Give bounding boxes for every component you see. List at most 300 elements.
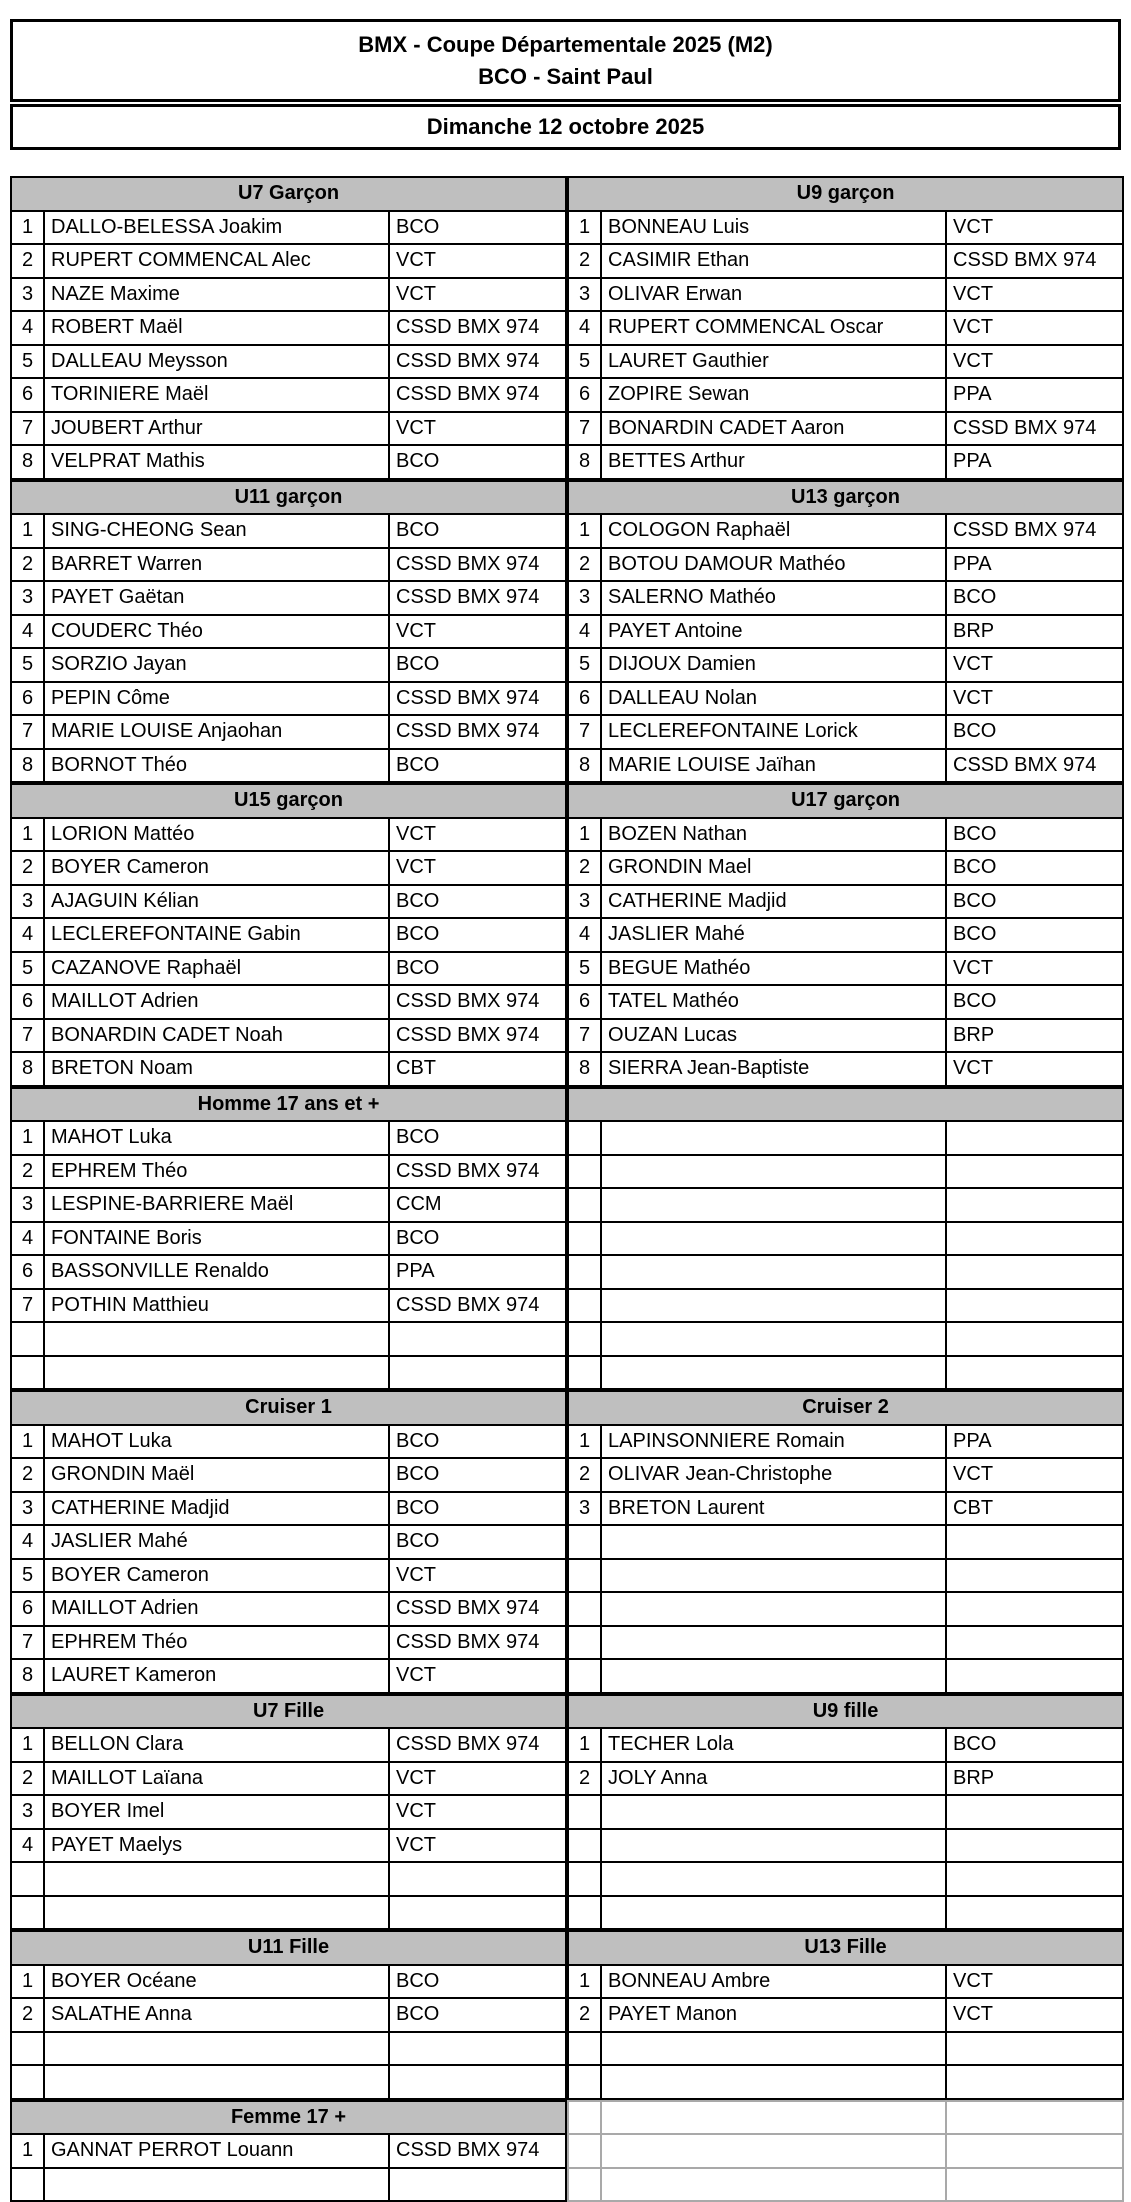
rider-row: [568, 2101, 1123, 2135]
category-band: [10, 1694, 1121, 1931]
name-cell: BETTES Arthur: [601, 445, 946, 479]
club-cell: BCO: [389, 1121, 566, 1155]
name-cell: BONNEAU Luis: [601, 211, 946, 245]
club-cell: VCT: [389, 1829, 566, 1863]
rider-row: [568, 244, 1123, 278]
name-cell: OLIVAR Erwan: [601, 278, 946, 312]
rank-cell: [568, 1356, 601, 1390]
rank-cell: [568, 1626, 601, 1660]
club-cell: CSSD BMX 974: [389, 2134, 566, 2168]
rider-row: [11, 1592, 566, 1626]
rank-cell: 1: [568, 1728, 601, 1762]
rider-row: [11, 278, 566, 312]
rider-row: [568, 1829, 1123, 1863]
section-header: U9 garçon: [568, 177, 1123, 211]
rider-row: [568, 818, 1123, 852]
rider-row: [11, 1255, 566, 1289]
rider-row: [568, 1188, 1123, 1222]
name-cell: BONNEAU Ambre: [601, 1965, 946, 1999]
rank-cell: 1: [11, 1728, 44, 1762]
rider-row: [11, 2134, 566, 2168]
name-cell: MAILLOT Adrien: [44, 1592, 389, 1626]
rank-cell: 5: [11, 648, 44, 682]
rank-cell: 1: [11, 818, 44, 852]
club-cell: [946, 1829, 1123, 1863]
club-cell: PPA: [946, 548, 1123, 582]
name-cell: BOTOU DAMOUR Mathéo: [601, 548, 946, 582]
club-cell: BRP: [946, 1019, 1123, 1053]
rider-row: [568, 1862, 1123, 1896]
rank-cell: 4: [568, 918, 601, 952]
club-cell: CSSD BMX 974: [389, 311, 566, 345]
rider-row: [11, 1659, 566, 1693]
name-cell: OUZAN Lucas: [601, 1019, 946, 1053]
name-cell: COLOGON Raphaël: [601, 514, 946, 548]
club-cell: BCO: [389, 1998, 566, 2032]
rider-row: [11, 1458, 566, 1492]
rider-row: [11, 2032, 566, 2066]
club-cell: BCO: [946, 581, 1123, 615]
rider-row: [11, 818, 566, 852]
club-cell: BCO: [946, 1728, 1123, 1762]
club-cell: BCO: [389, 918, 566, 952]
rank-cell: 7: [11, 1626, 44, 1660]
rider-row: [568, 1492, 1123, 1526]
section-table-cruiser-1: [10, 1390, 567, 1694]
name-cell: LECLEREFONTAINE Gabin: [44, 918, 389, 952]
rank-cell: [568, 2101, 601, 2135]
name-cell: RUPERT COMMENCAL Oscar: [601, 311, 946, 345]
club-cell: [946, 2168, 1123, 2202]
club-cell: VCT: [946, 278, 1123, 312]
name-cell: EPHREM Théo: [44, 1155, 389, 1189]
name-cell: DIJOUX Damien: [601, 648, 946, 682]
rider-row: [568, 851, 1123, 885]
rank-cell: 2: [11, 1155, 44, 1189]
club-cell: CSSD BMX 974: [946, 412, 1123, 446]
name-cell: [601, 1896, 946, 1930]
rank-cell: 5: [11, 1559, 44, 1593]
rider-row: [568, 345, 1123, 379]
name-cell: SALATHE Anna: [44, 1998, 389, 2032]
name-cell: POTHIN Matthieu: [44, 1289, 389, 1323]
name-cell: AJAGUIN Kélian: [44, 885, 389, 919]
rank-cell: 1: [568, 514, 601, 548]
rider-row: [11, 885, 566, 919]
rank-cell: 6: [568, 985, 601, 1019]
club-cell: VCT: [389, 1559, 566, 1593]
rank-cell: 3: [11, 1492, 44, 1526]
rank-cell: 2: [11, 244, 44, 278]
rider-row: [568, 211, 1123, 245]
rank-cell: 2: [11, 851, 44, 885]
rank-cell: 3: [11, 581, 44, 615]
club-cell: [389, 1896, 566, 1930]
rank-cell: 4: [11, 1525, 44, 1559]
rider-row: [568, 581, 1123, 615]
name-cell: [601, 1188, 946, 1222]
name-cell: [44, 1862, 389, 1896]
rank-cell: 6: [11, 378, 44, 412]
club-cell: VCT: [946, 648, 1123, 682]
name-cell: JOUBERT Arthur: [44, 412, 389, 446]
rank-cell: 3: [568, 278, 601, 312]
rider-row: [568, 1458, 1123, 1492]
rider-row: [11, 1492, 566, 1526]
rider-row: [11, 1728, 566, 1762]
rank-cell: [11, 2168, 44, 2202]
rider-row: [11, 1155, 566, 1189]
club-cell: CSSD BMX 974: [389, 548, 566, 582]
club-cell: BCO: [946, 818, 1123, 852]
rider-row: [11, 412, 566, 446]
club-cell: [946, 1626, 1123, 1660]
name-cell: LECLEREFONTAINE Lorick: [601, 715, 946, 749]
name-cell: CATHERINE Madjid: [601, 885, 946, 919]
club-cell: [389, 2065, 566, 2099]
rider-row: [11, 1559, 566, 1593]
name-cell: PAYET Gaëtan: [44, 581, 389, 615]
name-cell: PAYET Maelys: [44, 1829, 389, 1863]
name-cell: [601, 1356, 946, 1390]
name-cell: [601, 1289, 946, 1323]
club-cell: [946, 1289, 1123, 1323]
club-cell: CSSD BMX 974: [389, 378, 566, 412]
rider-row: [568, 1356, 1123, 1390]
name-cell: SIERRA Jean-Baptiste: [601, 1052, 946, 1086]
rider-row: [11, 1052, 566, 1086]
club-cell: VCT: [389, 818, 566, 852]
rank-cell: 8: [11, 1659, 44, 1693]
rank-cell: 3: [11, 1795, 44, 1829]
name-cell: MAILLOT Laïana: [44, 1762, 389, 1796]
name-cell: CAZANOVE Raphaël: [44, 952, 389, 986]
rank-cell: 2: [568, 1998, 601, 2032]
club-cell: [389, 1322, 566, 1356]
club-cell: VCT: [946, 682, 1123, 716]
name-cell: [601, 1795, 946, 1829]
name-cell: [601, 1121, 946, 1155]
rider-row: [568, 1052, 1123, 1086]
rank-cell: [568, 1155, 601, 1189]
rank-cell: 6: [11, 985, 44, 1019]
name-cell: JOLY Anna: [601, 1762, 946, 1796]
club-cell: CSSD BMX 974: [389, 985, 566, 1019]
rank-cell: 5: [11, 952, 44, 986]
rider-row: [568, 548, 1123, 582]
rider-row: [568, 1592, 1123, 1626]
rider-row: [11, 1829, 566, 1863]
rider-row: [568, 682, 1123, 716]
club-cell: BCO: [946, 715, 1123, 749]
name-cell: PAYET Manon: [601, 1998, 946, 2032]
name-cell: [601, 1255, 946, 1289]
name-cell: NAZE Maxime: [44, 278, 389, 312]
club-cell: [946, 2032, 1123, 2066]
section-header: [568, 1088, 1123, 1122]
rider-row: [568, 1322, 1123, 1356]
club-cell: [389, 1356, 566, 1390]
rank-cell: 3: [568, 1492, 601, 1526]
rank-cell: 4: [11, 1829, 44, 1863]
rank-cell: 3: [11, 278, 44, 312]
club-cell: CSSD BMX 974: [389, 581, 566, 615]
rank-cell: [568, 2134, 601, 2168]
name-cell: RUPERT COMMENCAL Alec: [44, 244, 389, 278]
club-cell: BCO: [946, 851, 1123, 885]
section-header: U7 Fille: [11, 1695, 566, 1729]
club-cell: PPA: [389, 1255, 566, 1289]
club-cell: VCT: [389, 244, 566, 278]
rider-row: [568, 715, 1123, 749]
name-cell: BELLON Clara: [44, 1728, 389, 1762]
rider-row: [568, 1659, 1123, 1693]
name-cell: MARIE LOUISE Jaïhan: [601, 749, 946, 783]
category-band: [10, 176, 1121, 480]
name-cell: [44, 1896, 389, 1930]
name-cell: GRONDIN Maël: [44, 1458, 389, 1492]
name-cell: BOZEN Nathan: [601, 818, 946, 852]
club-cell: BCO: [946, 985, 1123, 1019]
rider-row: [11, 378, 566, 412]
rank-cell: 1: [568, 211, 601, 245]
section-table-u7-gar-on: [10, 176, 567, 480]
rider-row: [11, 1998, 566, 2032]
name-cell: [601, 2134, 946, 2168]
club-cell: VCT: [946, 1998, 1123, 2032]
rank-cell: [568, 1525, 601, 1559]
rank-cell: 4: [11, 311, 44, 345]
name-cell: BORNOT Théo: [44, 749, 389, 783]
club-cell: BCO: [946, 885, 1123, 919]
category-band: [10, 1087, 1121, 1391]
rank-cell: 8: [568, 749, 601, 783]
rank-cell: 2: [568, 851, 601, 885]
club-cell: CSSD BMX 974: [389, 1155, 566, 1189]
rank-cell: 6: [11, 682, 44, 716]
club-cell: PPA: [946, 378, 1123, 412]
rider-row: [11, 682, 566, 716]
club-cell: [946, 2065, 1123, 2099]
name-cell: [44, 1356, 389, 1390]
rider-row: [11, 1019, 566, 1053]
club-cell: BCO: [389, 1525, 566, 1559]
name-cell: [601, 1829, 946, 1863]
rank-cell: [11, 1356, 44, 1390]
section-header: U11 Fille: [11, 1931, 566, 1965]
club-cell: VCT: [389, 412, 566, 446]
rank-cell: 2: [568, 244, 601, 278]
rider-row: [11, 648, 566, 682]
rider-row: [568, 1525, 1123, 1559]
section-header: Cruiser 1: [11, 1391, 566, 1425]
name-cell: OLIVAR Jean-Christophe: [601, 1458, 946, 1492]
rank-cell: [11, 1322, 44, 1356]
club-cell: BCO: [389, 648, 566, 682]
name-cell: [44, 2168, 389, 2202]
rider-row: [11, 1222, 566, 1256]
name-cell: PEPIN Côme: [44, 682, 389, 716]
club-cell: [946, 1659, 1123, 1693]
club-cell: CSSD BMX 974: [389, 682, 566, 716]
section-header: Femme 17 +: [11, 2101, 566, 2135]
name-cell: BOYER Océane: [44, 1965, 389, 1999]
rank-cell: 2: [568, 1458, 601, 1492]
rank-cell: 1: [568, 818, 601, 852]
club-cell: [946, 1592, 1123, 1626]
rider-row: [11, 1762, 566, 1796]
club-cell: CSSD BMX 974: [389, 1289, 566, 1323]
name-cell: CATHERINE Madjid: [44, 1492, 389, 1526]
club-cell: BRP: [946, 615, 1123, 649]
club-cell: VCT: [946, 1458, 1123, 1492]
rider-row: [568, 885, 1123, 919]
rank-cell: [568, 1592, 601, 1626]
club-cell: BCO: [389, 1492, 566, 1526]
categories-grid: [10, 176, 1121, 2202]
name-cell: TECHER Lola: [601, 1728, 946, 1762]
name-cell: BRETON Noam: [44, 1052, 389, 1086]
rider-row: [568, 378, 1123, 412]
club-cell: CSSD BMX 974: [946, 514, 1123, 548]
rank-cell: [568, 1659, 601, 1693]
club-cell: VCT: [946, 1965, 1123, 1999]
event-title-box: [10, 19, 1121, 102]
rider-row: [568, 1289, 1123, 1323]
section-table-u9-gar-on: [567, 176, 1124, 480]
section-table-cruiser-2: [567, 1390, 1124, 1694]
rider-row: [568, 1155, 1123, 1189]
club-cell: [946, 1356, 1123, 1390]
section-header: U9 fille: [568, 1695, 1123, 1729]
rider-row: [11, 1626, 566, 1660]
name-cell: [601, 1559, 946, 1593]
name-cell: GRONDIN Mael: [601, 851, 946, 885]
rank-cell: 1: [11, 1965, 44, 1999]
rank-cell: [568, 2065, 601, 2099]
rank-cell: 5: [568, 952, 601, 986]
rider-row: [568, 1121, 1123, 1155]
club-cell: VCT: [389, 615, 566, 649]
section-header: U11 garçon: [11, 481, 566, 515]
rider-row: [11, 2168, 566, 2202]
name-cell: TATEL Mathéo: [601, 985, 946, 1019]
club-cell: BCO: [389, 445, 566, 479]
rank-cell: 8: [568, 445, 601, 479]
section-header: U15 garçon: [11, 784, 566, 818]
name-cell: PAYET Antoine: [601, 615, 946, 649]
club-cell: CBT: [946, 1492, 1123, 1526]
club-cell: VCT: [389, 278, 566, 312]
rank-cell: [11, 2065, 44, 2099]
name-cell: DALLO-BELESSA Joakim: [44, 211, 389, 245]
rank-cell: 7: [568, 1019, 601, 1053]
club-cell: [946, 1896, 1123, 1930]
rank-cell: 2: [568, 1762, 601, 1796]
club-cell: [946, 1525, 1123, 1559]
rider-row: [11, 1289, 566, 1323]
rank-cell: [568, 1896, 601, 1930]
name-cell: COUDERC Théo: [44, 615, 389, 649]
rider-row: [568, 1728, 1123, 1762]
club-cell: BCO: [389, 749, 566, 783]
rider-row: [11, 1188, 566, 1222]
section-table-u17-gar-on: [567, 783, 1124, 1087]
rider-row: [11, 244, 566, 278]
section-header: U13 garçon: [568, 481, 1123, 515]
name-cell: MARIE LOUISE Anjaohan: [44, 715, 389, 749]
name-cell: [601, 1322, 946, 1356]
rider-row: [568, 1425, 1123, 1459]
rank-cell: 6: [11, 1592, 44, 1626]
rider-row: [568, 1019, 1123, 1053]
rider-row: [568, 1222, 1123, 1256]
rank-cell: [568, 1559, 601, 1593]
club-cell: CSSD BMX 974: [946, 749, 1123, 783]
rider-row: [11, 615, 566, 649]
rider-row: [11, 581, 566, 615]
rank-cell: 1: [11, 2134, 44, 2168]
rider-row: [11, 918, 566, 952]
category-band: [10, 1930, 1121, 2100]
name-cell: GANNAT PERROT Louann: [44, 2134, 389, 2168]
rank-cell: 2: [11, 548, 44, 582]
club-cell: BCO: [389, 1965, 566, 1999]
section-header: U13 Fille: [568, 1931, 1123, 1965]
event-title-line2: BCO - Saint Paul: [13, 61, 1118, 93]
rider-row: [568, 1559, 1123, 1593]
rider-row: [568, 311, 1123, 345]
name-cell: MAILLOT Adrien: [44, 985, 389, 1019]
rider-row: [568, 2065, 1123, 2099]
rank-cell: [11, 1896, 44, 1930]
section-header: Cruiser 2: [568, 1391, 1123, 1425]
rank-cell: 4: [568, 311, 601, 345]
club-cell: [946, 1322, 1123, 1356]
section-table-homme-17-ans-et: [10, 1087, 567, 1391]
rider-row: [568, 1795, 1123, 1829]
club-cell: VCT: [389, 851, 566, 885]
rank-cell: 4: [11, 615, 44, 649]
rank-cell: 1: [11, 211, 44, 245]
club-cell: [946, 2101, 1123, 2135]
rider-row: [568, 2134, 1123, 2168]
rider-row: [11, 211, 566, 245]
club-cell: PPA: [946, 445, 1123, 479]
rank-cell: 2: [11, 1998, 44, 2032]
rank-cell: [11, 2032, 44, 2066]
rider-row: [11, 1795, 566, 1829]
rider-row: [11, 985, 566, 1019]
club-cell: [946, 1188, 1123, 1222]
rider-row: [568, 514, 1123, 548]
section-table-u11-fille: [10, 1930, 567, 2100]
rank-cell: 4: [11, 918, 44, 952]
rider-row: [568, 648, 1123, 682]
name-cell: TORINIERE Maël: [44, 378, 389, 412]
rank-cell: [568, 1829, 601, 1863]
club-cell: BRP: [946, 1762, 1123, 1796]
rank-cell: [568, 2032, 601, 2066]
name-cell: [44, 1322, 389, 1356]
section-table-u9-fille: [567, 1694, 1124, 1931]
rider-row: [11, 1862, 566, 1896]
category-band: [10, 1390, 1121, 1694]
club-cell: CSSD BMX 974: [946, 244, 1123, 278]
name-cell: SORZIO Jayan: [44, 648, 389, 682]
rider-row: [568, 1998, 1123, 2032]
rider-row: [568, 445, 1123, 479]
